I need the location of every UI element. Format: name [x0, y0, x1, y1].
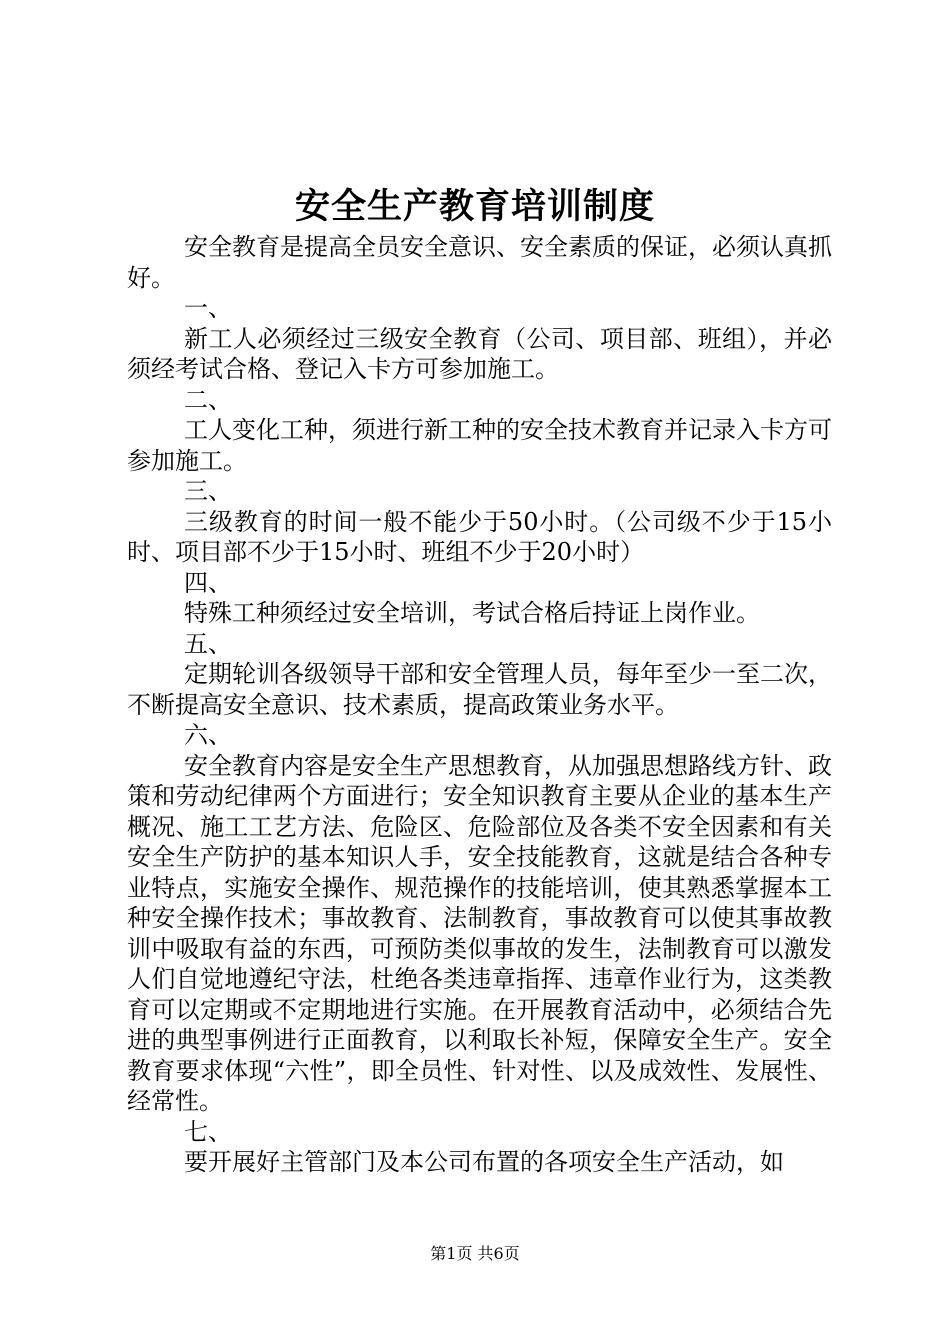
section-number: 三、 [184, 477, 232, 505]
section-number: 七、 [184, 1117, 232, 1146]
paragraph: 三级教育的时间一般不能少于50小时。（公司级不少于15小时、项目部不少于15小时、班组不少于20小时） [127, 507, 832, 566]
section-number: 六、 [184, 721, 232, 749]
page-footer: 第1页 共6页 [430, 1244, 520, 1263]
paragraph: 安全教育内容是安全生产思想教育，从加强思想路线方针、政策和劳动纪律两个方面进行；安全知识教育主要从企业的基本生产概况、施工工艺方法、危险区、危险部位及各类不安全因素和有关安全生产防护的基本知识人手，安全技能教育，这就是结合各种专业特点，实施安全操作、规范操作的技能培训，使其熟悉掌握本工种安全操作技术；事故教育、法制教育，事故教育可以使其事故教训中吸取有益的东西，可预防类似事故的发生，法制教育可以激发人们自觉地遵纪守法，杜绝各类违章指挥、违章作业行为，这类教育可以定期或不定期地进行实施。在开展教育活动中，必须结合先进的典型事例进行正面教育，以利取长补短，保障安全生产。安全教育要求体现“六性”，即全员性、针对性、以及成效性、发展性、经常性。 [127, 751, 832, 1115]
section-number: 四、 [184, 568, 232, 597]
section-number: 五、 [184, 629, 232, 658]
paragraph: 工人变化工种，须进行新工种的安全技术教育并记录入卡方可参加施工。 [127, 416, 832, 475]
section-number: 一、 [184, 294, 232, 322]
document-title: 安全生产教育培训制度 [294, 187, 655, 227]
document-body [127, 232, 832, 1178]
paragraph: 特殊工种须经过安全培训，考试合格后持证上岗作业。 [184, 599, 760, 627]
section-number: 二、 [184, 385, 232, 414]
paragraph: 定期轮训各级领导干部和安全管理人员，每年至少一至二次，不断提高安全意识、技术素质，提高政策业务水平。 [127, 660, 832, 719]
paragraph: 安全教育是提高全员安全意识、安全素质的保证，必须认真抓好。 [127, 233, 832, 292]
paragraph: 要开展好主管部门及本公司布置的各项安全生产活动，如 [184, 1148, 784, 1176]
paragraph: 新工人必须经过三级安全教育（公司、项目部、班组），并必须经考试合格、登记入卡方可参加施工。 [127, 324, 832, 383]
